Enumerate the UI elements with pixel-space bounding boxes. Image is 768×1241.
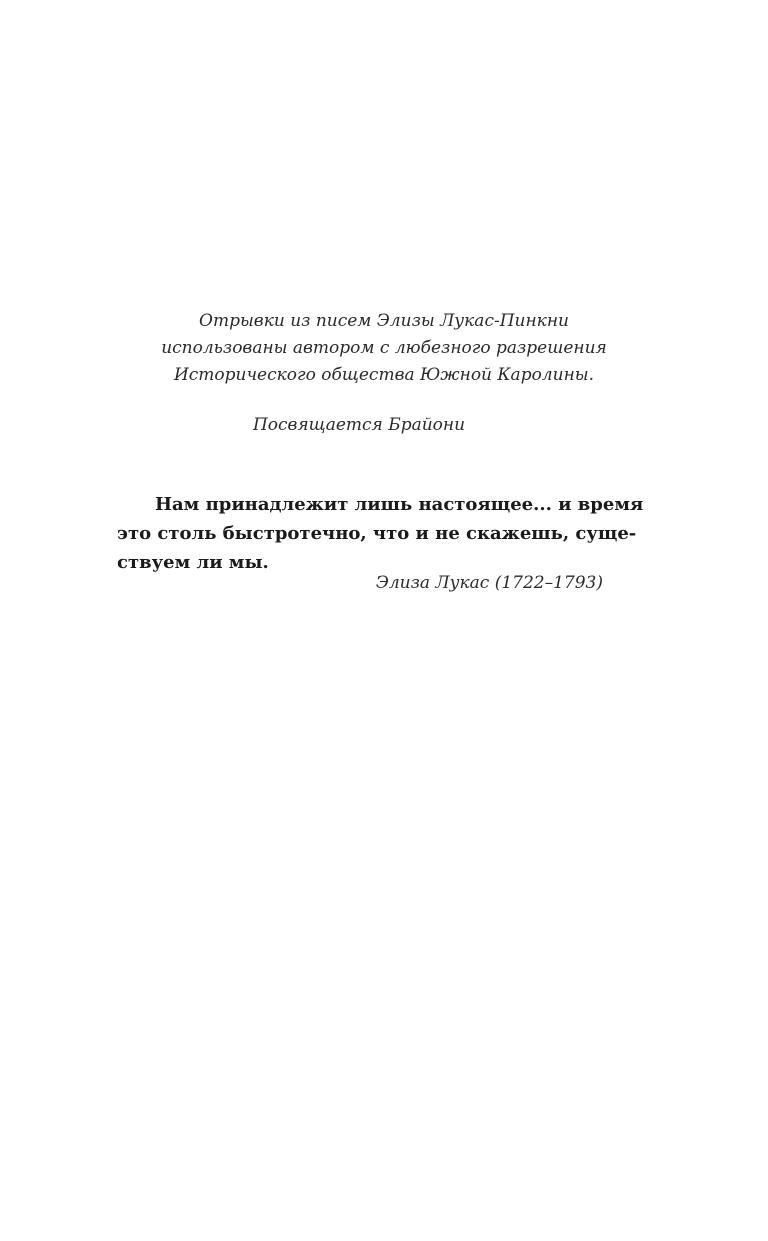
epigraph-line: Нам принадлежит лишь настоящее... и время	[155, 494, 644, 515]
permissions-line: использованы автором с любезного разрешения	[161, 338, 607, 358]
permissions-line: Отрывки из писем Элизы Лукас-Пинкни	[199, 311, 569, 331]
permissions-note	[0, 308, 768, 389]
epigraph-line: это столь быстротечно, что и не скажешь, суще-	[117, 523, 637, 544]
dedication: Посвящается Брайони	[252, 415, 466, 435]
epigraph-attribution: Элиза Лукас (1722–1793)	[375, 573, 603, 593]
permissions-line: Исторического общества Южной Каролины.	[173, 365, 595, 385]
epigraph-line: ствуем ли мы.	[117, 552, 269, 573]
epigraph-quote	[117, 490, 644, 577]
